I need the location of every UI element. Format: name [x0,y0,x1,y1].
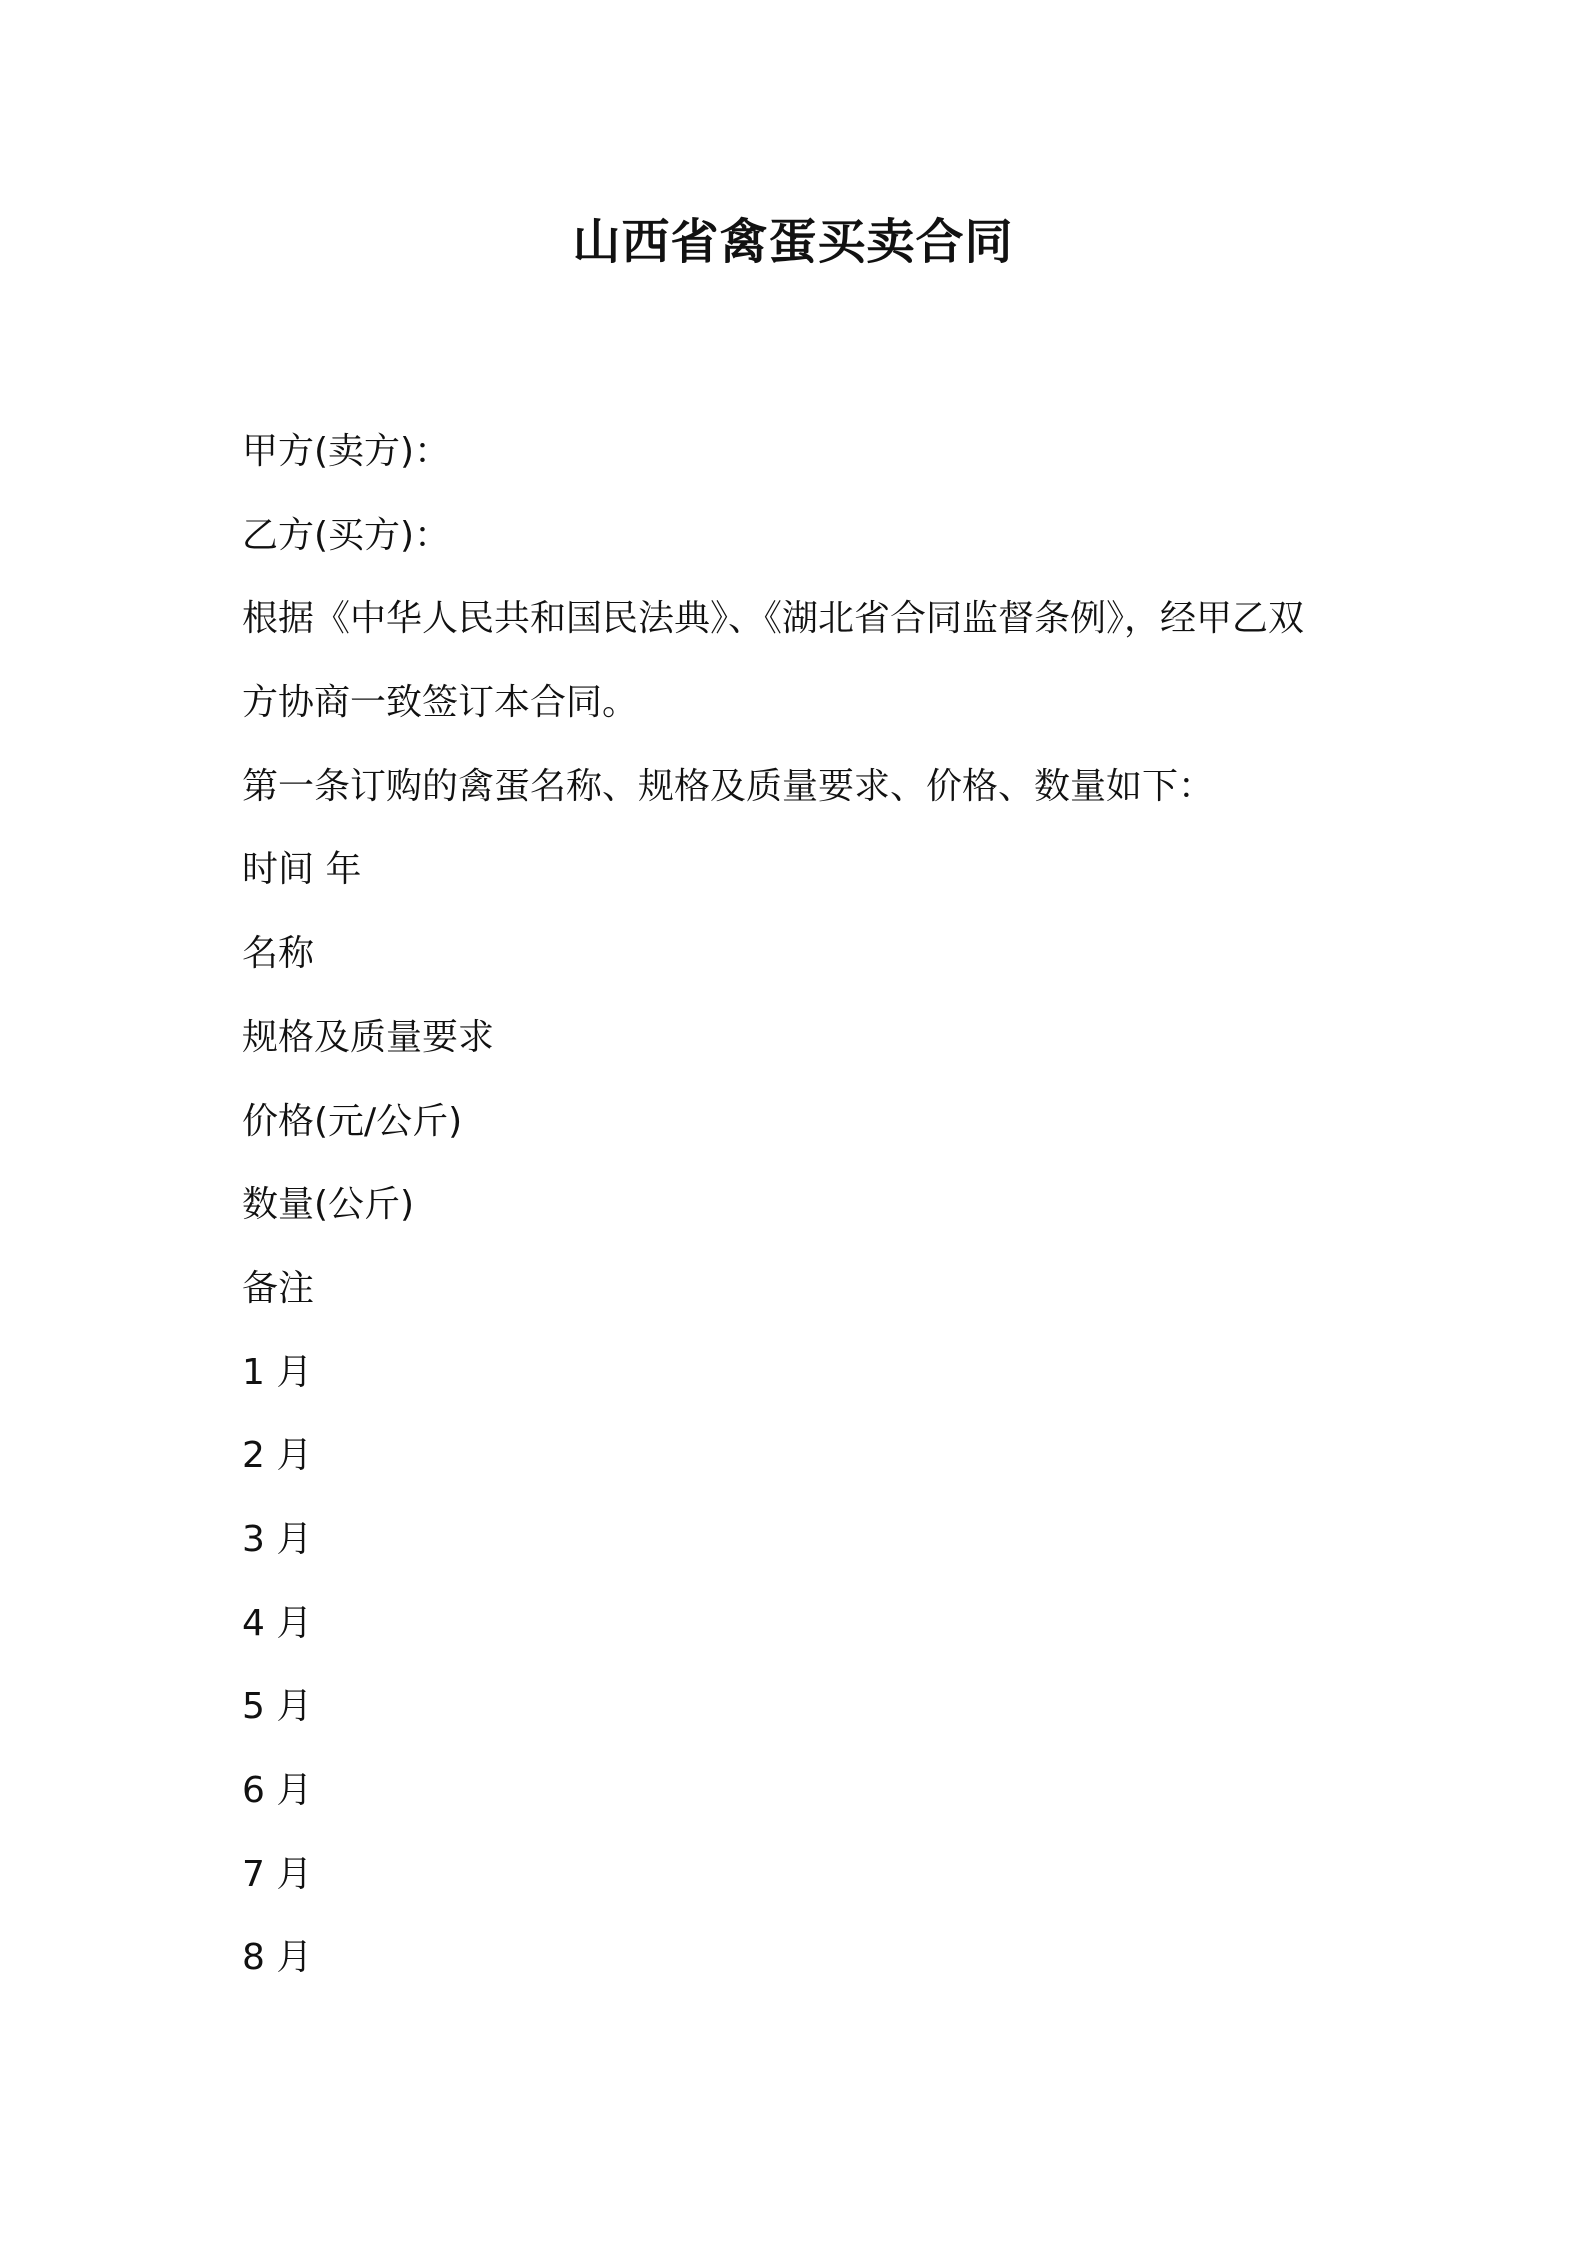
preamble-line-1: 根据《中华人民共和国民法典》、《湖北省合同监督条例》，经甲乙双 [242,598,1305,640]
month-line: 3 月 [242,1518,313,1560]
month-line: 5 月 [242,1686,313,1728]
month-line: 8 月 [242,1937,313,1979]
month-line: 6 月 [242,1770,313,1811]
field-price: 价格(元/公斤) [242,1100,463,1142]
month-line: 1 月 [242,1351,313,1393]
month-line: 2 月 [242,1435,313,1477]
party-a-line: 甲方(卖方)： [242,431,451,472]
preamble-line-2: 方协商一致签订本合同。 [242,682,639,724]
field-time: 时间 年 [242,849,362,891]
month-line: 7 月 [242,1853,313,1895]
field-remarks: 备注 [242,1267,315,1309]
field-spec: 规格及质量要求 [242,1016,495,1058]
party-b-line: 乙方(买方)： [242,514,451,556]
month-line: 4 月 [242,1602,313,1644]
field-name: 名称 [242,933,315,975]
document-body [242,410,1352,2000]
field-quantity: 数量(公斤) [242,1184,415,1226]
document-title: 山西省禽蛋买卖合同 [572,214,1014,270]
article-1-heading: 第一条订购的禽蛋名称、规格及质量要求、价格、数量如下： [242,765,1215,807]
